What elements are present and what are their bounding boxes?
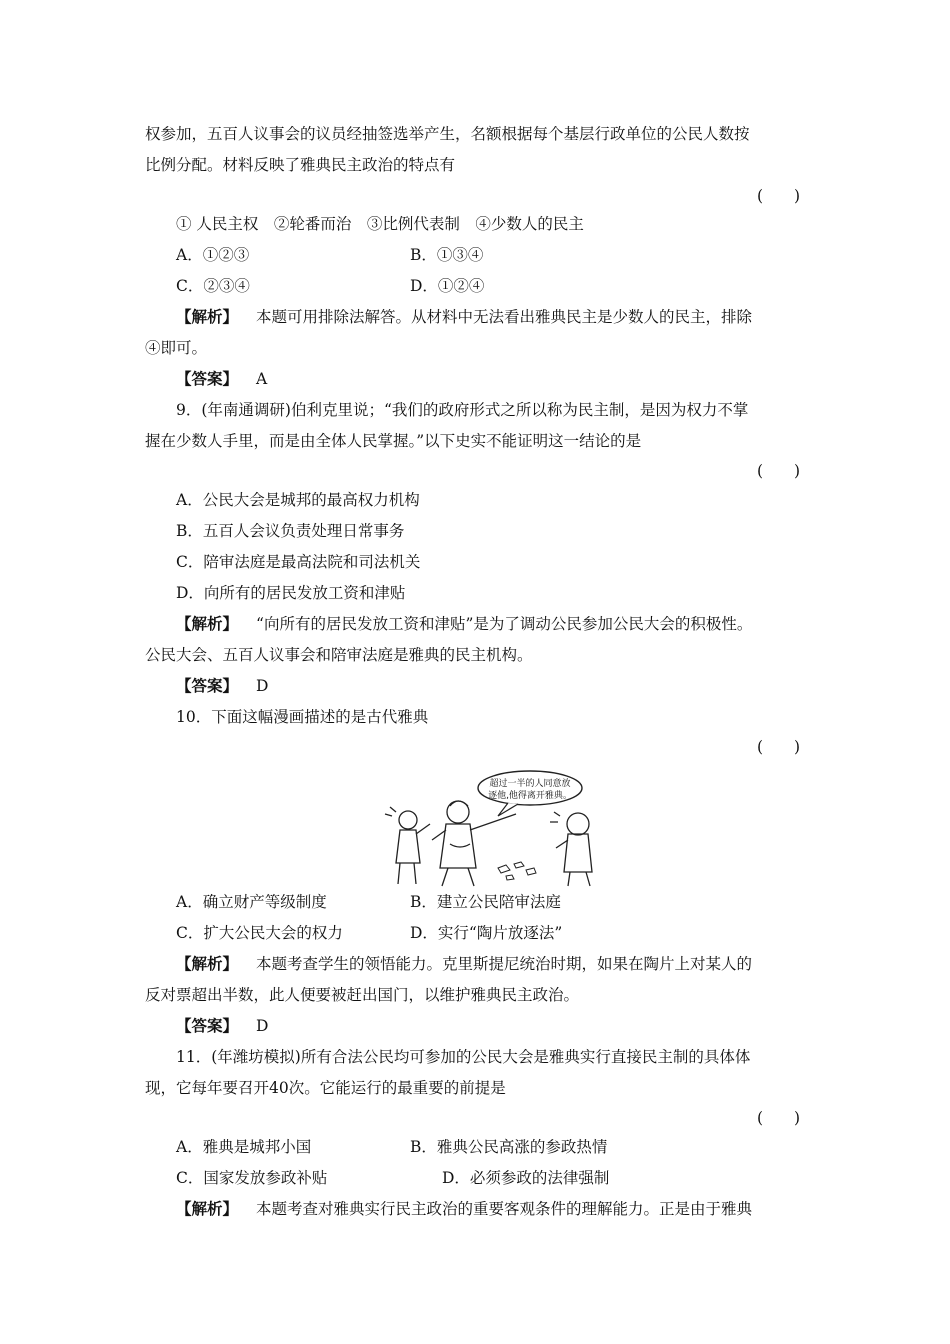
q10-analysis-line2: 反对票超出半数，此人便要被赶出国门，以维护雅典民主政治。	[145, 986, 580, 1004]
analysis-text: “向所有的居民发放工资和津贴”是为了调动公民参加公民大会的积极性。	[256, 615, 753, 633]
q8-option-c: C．②③④	[176, 277, 250, 295]
q9-option-a: A．公民大会是城邦的最高权力机构	[176, 491, 420, 509]
bubble-text-line2: 逐他,他得离开雅典。	[488, 791, 572, 801]
q9-stem-line1: 9．(年南通调研)伯利克里说；“我们的政府形式之所以称为民主制，是因为权力不掌	[176, 401, 749, 419]
q9-answer-bracket: ( )	[757, 462, 801, 480]
q8-answer	[176, 369, 267, 389]
q11-analysis	[176, 1199, 752, 1219]
q8-stem-line2: 比例分配。材料反映了雅典民主政治的特点有	[145, 156, 456, 174]
analysis-tag: 【解析】	[176, 954, 239, 973]
q8-option-d: D．①②④	[410, 277, 485, 295]
q9-option-b: B．五百人会议负责处理日常事务	[176, 522, 405, 540]
q8-answer-bracket: ( )	[757, 187, 801, 205]
potsherds	[498, 862, 536, 880]
q9-analysis-line2: 公民大会、五百人议事会和陪审法庭是雅典的民主机构。	[145, 646, 533, 664]
ostracism-cartoon	[380, 768, 610, 890]
answer-value: A	[256, 370, 268, 388]
q10-answer-bracket: ( )	[757, 738, 801, 756]
q10-option-c: C．扩大公民大会的权力	[176, 924, 343, 942]
q10-option-a: A．确立财产等级制度	[176, 893, 327, 911]
q8-option-a: A．①②③	[176, 246, 250, 264]
q11-option-b: B．雅典公民高涨的参政热情	[410, 1138, 608, 1156]
ostracized-figure	[550, 812, 592, 886]
q9-option-d: D．向所有的居民发放工资和津贴	[176, 584, 406, 602]
citizen-figure-left	[385, 807, 430, 884]
answer-tag: 【答案】	[176, 676, 239, 695]
analysis-tag: 【解析】	[176, 1199, 239, 1218]
q10-option-b: B．建立公民陪审法庭	[410, 893, 561, 911]
q9-answer	[176, 676, 268, 696]
q8-stem-line1: 权参加，五百人议事会的议员经抽签选举产生，名额根据每个基层行政单位的公民人数按	[145, 125, 750, 143]
q8-analysis	[176, 307, 752, 327]
citizen-figure-center	[432, 801, 516, 886]
q8-option-b: B．①③④	[410, 246, 484, 264]
analysis-text: 本题考查对雅典实行民主政治的重要客观条件的理解能力。正是由于雅典	[256, 1200, 753, 1218]
q9-analysis	[176, 614, 752, 634]
q11-option-c: C．国家发放参政补贴	[176, 1169, 328, 1187]
q9-stem-line2: 握在少数人手里，而是由全体人民掌握。”以下史实不能证明这一结论的是	[145, 432, 642, 450]
q11-answer-bracket: ( )	[757, 1109, 801, 1127]
q11-stem-line1: 11．(年潍坊模拟)所有合法公民均可参加的公民大会是雅典实行直接民主制的具体体	[176, 1048, 751, 1066]
analysis-text: 本题考查学生的领悟能力。克里斯提尼统治时期，如果在陶片上对某人的	[256, 955, 753, 973]
answer-tag: 【答案】	[176, 1016, 239, 1035]
q8-items: ① 人民主权 ②轮番而治 ③比例代表制 ④少数人的民主	[176, 215, 584, 233]
q9-option-c: C．陪审法庭是最高法院和司法机关	[176, 553, 421, 571]
q10-analysis	[176, 954, 752, 974]
q11-option-a: A．雅典是城邦小国	[176, 1138, 312, 1156]
q11-stem-line2: 现，它每年要召开40次。它能运行的最重要的前提是	[145, 1079, 506, 1097]
answer-value: D	[256, 1017, 269, 1035]
answer-value: D	[256, 677, 269, 695]
q11-option-d: D．必须参政的法律强制	[442, 1169, 610, 1187]
q10-answer	[176, 1016, 268, 1036]
q8-analysis-line2: ④即可。	[145, 339, 208, 357]
analysis-text: 本题可用排除法解答。从材料中无法看出雅典民主是少数人的民主，排除	[256, 308, 753, 326]
analysis-tag: 【解析】	[176, 307, 239, 326]
analysis-tag: 【解析】	[176, 614, 239, 633]
answer-tag: 【答案】	[176, 369, 239, 388]
bubble-text-line1: 超过一半的人同意放	[489, 779, 571, 789]
q10-stem: 10．下面这幅漫画描述的是古代雅典	[176, 708, 429, 726]
q10-option-d: D．实行“陶片放逐法”	[410, 924, 563, 942]
